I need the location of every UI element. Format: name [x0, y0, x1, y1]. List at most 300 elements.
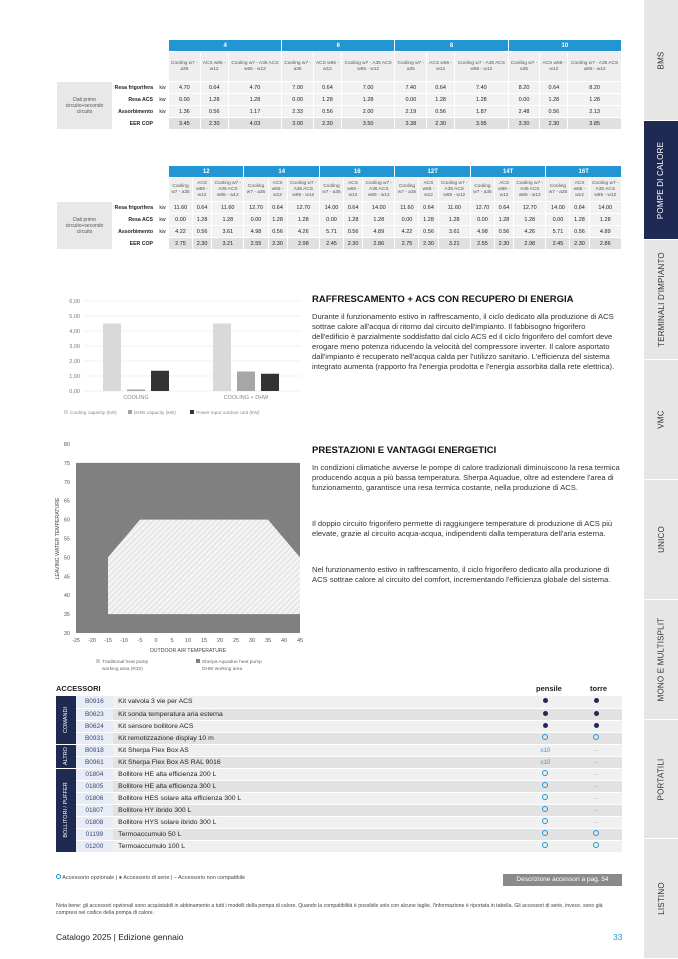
row-unit — [157, 118, 169, 130]
y-tick-label: 30 — [63, 631, 70, 637]
sub-header: ACS w65 - w12 — [419, 178, 438, 202]
compat-pensile — [520, 840, 571, 852]
section-text-p3: Nel funzionamento estivo in raffrescamento, il ciclo frigorifero dedicato alla produzione di ACS sottrae calore al circuito del comfort, incrementando l'efficienza globale del sistema. — [312, 565, 611, 584]
sidebar-tab-label: LISTINO — [656, 882, 666, 915]
table-cell: 1.28 — [313, 94, 341, 106]
row-unit: kw — [157, 214, 169, 226]
sub-header: Cooling w7 - a35 — [169, 178, 193, 202]
accessory-group — [56, 744, 76, 768]
table-cell: 3.00 — [282, 118, 314, 130]
table-cell: 2.55 — [470, 238, 494, 250]
optional-icon — [56, 874, 61, 879]
compat-torre — [571, 840, 622, 852]
table-cell: 2.13 — [568, 106, 622, 118]
accessory-group-label: COMANDI — [62, 706, 69, 733]
table-cell: 1.28 — [193, 214, 212, 226]
x-tick-label: 0 — [154, 638, 158, 644]
table-cell: 0.56 — [540, 106, 568, 118]
table-cell: 0.64 — [570, 202, 589, 214]
table-cell: 0.00 — [169, 94, 201, 106]
sub-header: ACS w65 - w12 — [313, 52, 341, 82]
table-cell: 12.70 — [287, 202, 319, 214]
row-unit: kw — [157, 82, 169, 94]
accessory-row — [56, 720, 622, 732]
compat-pensile — [520, 828, 571, 840]
accessory-group-label: ALTRO — [62, 747, 69, 765]
not-compatible-mark: – — [594, 758, 599, 766]
standard-icon — [543, 711, 548, 716]
y-tick-label: 2,00 — [69, 359, 80, 365]
table-cell: 3.21 — [212, 238, 244, 250]
table-cell: 12.70 — [470, 202, 494, 214]
compat-pensile — [520, 768, 571, 780]
sub-header: Cooling w7 - A35 ACS w65 - w12 — [455, 52, 509, 82]
table-cell: 0.56 — [427, 106, 455, 118]
sidebar-tab-label: MONO E MULTISPLIT — [656, 617, 666, 702]
table-cell: 0.00 — [282, 94, 314, 106]
table-cell: 0.56 — [570, 226, 589, 238]
row-group-label: Dati primo circuito+secondo circuito — [57, 82, 113, 130]
compat-torre — [571, 804, 622, 816]
model-group-header: 16 — [319, 166, 394, 178]
row-label: Assorbimento — [113, 226, 157, 238]
model-group-header: 4 — [169, 40, 282, 52]
table-cell: 0.64 — [419, 202, 438, 214]
table-cell: 1.17 — [228, 106, 282, 118]
model-group-header: 14 — [244, 166, 319, 178]
sidebar-tab-4[interactable] — [644, 360, 678, 480]
sidebar-tab-label: VMC — [656, 410, 666, 429]
legend-label: Sherpa Aquadue heat pump — [202, 660, 262, 665]
table-cell: 1.28 — [212, 214, 244, 226]
sub-header: ACS w65 - w12 — [193, 178, 212, 202]
not-compatible-mark: – — [594, 782, 599, 790]
accessory-row — [56, 744, 622, 756]
sub-header: Cooling w7 - a35 — [244, 178, 268, 202]
legend-label: Power input outdoor unit (kW) — [196, 411, 260, 416]
row-label: Assorbimento — [113, 106, 157, 118]
compat-pensile — [520, 780, 571, 792]
accessory-code: B0623 — [76, 708, 114, 720]
table-cell: 3.61 — [438, 226, 470, 238]
sub-header: Cooling w7 - a35 — [395, 52, 427, 82]
compat-torre — [571, 828, 622, 840]
table-cell: 0.00 — [395, 214, 419, 226]
optional-icon — [593, 830, 599, 836]
table-cell: 0.00 — [169, 214, 193, 226]
sub-header: ACS w65 - w12 — [427, 52, 455, 82]
sub-header: Cooling w7 - a35 — [282, 52, 314, 82]
table-cell: 0.00 — [470, 214, 494, 226]
compat-torre — [571, 708, 622, 720]
legend-label: Cooling capacity (kW) — [70, 411, 117, 416]
y-tick-label: 60 — [63, 517, 70, 524]
legend-swatch — [190, 410, 194, 414]
table-cell: 4.22 — [169, 226, 193, 238]
section-title-prestazioni: PRESTAZIONI E VANTAGGI ENERGETICI — [312, 445, 497, 456]
table-cell: 2.30 — [427, 118, 455, 130]
table-cell: 14.00 — [589, 202, 621, 214]
y-tick-label: 75 — [63, 460, 70, 467]
accessory-description: Bollitore HE alta efficienza 300 L — [113, 780, 520, 792]
table-cell: 2.19 — [395, 106, 427, 118]
table-cell: 2.48 — [508, 106, 540, 118]
table-cell: 11.60 — [212, 202, 244, 214]
table-cell: 2.98 — [514, 238, 546, 250]
sub-header: Cooling w7 - A35 ACS w65 - w12 — [589, 178, 621, 202]
optional-icon — [542, 806, 548, 812]
sub-header: ACS w65 - w12 — [540, 52, 568, 82]
table-cell: 0.00 — [546, 214, 570, 226]
sidebar-tab-label: TERMINALI D'IMPIANTO — [656, 252, 666, 347]
table-cell: 4.26 — [287, 226, 319, 238]
table-cell: 2.30 — [193, 238, 212, 250]
not-compatible-mark: – — [594, 818, 599, 826]
table-cell: 0.64 — [193, 202, 212, 214]
table-cell: 1.28 — [589, 214, 621, 226]
sidebar-tab-8[interactable] — [644, 839, 678, 959]
table-cell: 0.56 — [494, 226, 513, 238]
accessory-row — [56, 804, 622, 816]
optional-icon — [542, 830, 548, 836]
table-cell: 2.98 — [287, 238, 319, 250]
compat-torre — [571, 816, 622, 828]
accessory-code: 01806 — [76, 792, 114, 804]
x-tick-label: -25 — [72, 638, 80, 644]
table-cell: 4.89 — [589, 226, 621, 238]
table-cell: 0.00 — [395, 94, 427, 106]
compat-pensile — [520, 816, 571, 828]
table-cell: 14.00 — [319, 202, 343, 214]
table-cell: 4.98 — [470, 226, 494, 238]
table-cell: 0.00 — [319, 214, 343, 226]
x-tick-label: 20 — [216, 638, 224, 644]
x-tick-label: -15 — [104, 638, 112, 644]
x-tick-label: -10 — [120, 638, 128, 644]
optional-icon — [542, 842, 548, 848]
model-group-header: 6 — [282, 40, 395, 52]
page-number: 33 — [613, 932, 623, 942]
table-cell: 1.28 — [570, 214, 589, 226]
sidebar-tab-label: BMS — [656, 51, 666, 69]
sidebar-tab-7[interactable] — [644, 720, 678, 839]
table-cell: 0.64 — [313, 82, 341, 94]
table-cell: 1.28 — [268, 214, 287, 226]
y-tick-label: 5,00 — [69, 314, 80, 320]
y-tick-label: 6,00 — [69, 299, 80, 305]
optional-icon — [593, 734, 599, 740]
category-label: COOLING — [123, 395, 149, 401]
sub-header: Cooling w7 - A35 ACS w65 - w12 — [568, 52, 622, 82]
table-cell: 11.60 — [395, 202, 419, 214]
table-cell: 1.28 — [341, 94, 395, 106]
compat-torre — [571, 744, 622, 756]
accessory-code: B0961 — [76, 756, 114, 768]
sub-header: ACS w65 - w12 — [268, 178, 287, 202]
table-cell: 0.64 — [200, 82, 228, 94]
y-axis-label: LEAVING WATER TEMPERATURE — [55, 497, 61, 580]
compat-torre — [571, 720, 622, 732]
table-cell: 1.87 — [455, 106, 509, 118]
table-cell: 2.30 — [268, 238, 287, 250]
accessory-row — [56, 708, 622, 720]
model-group-header: 16T — [546, 166, 622, 178]
table-cell: 11.60 — [169, 202, 193, 214]
sub-header: Cooling w7 - a35 — [508, 52, 540, 82]
table-cell: 0.64 — [540, 82, 568, 94]
accessory-code: 01199 — [76, 828, 114, 840]
accessory-description: Bollitore HES solare alta efficienza 300 L — [113, 792, 520, 804]
bar-1-1 — [103, 324, 121, 392]
standard-icon — [543, 723, 548, 728]
x-tick-label: 45 — [296, 638, 304, 644]
compatibility-note: ≤10 — [540, 747, 551, 754]
table-cell: 1.28 — [427, 94, 455, 106]
table-cell: 1.36 — [169, 106, 201, 118]
x-tick-label: 10 — [184, 638, 192, 644]
x-tick-label: 5 — [170, 638, 174, 644]
table-cell: 3.95 — [455, 118, 509, 130]
accessory-row — [56, 780, 622, 792]
table-cell: 0.64 — [344, 202, 363, 214]
y-tick-label: 4,00 — [69, 329, 80, 335]
not-compatible-mark: – — [594, 806, 599, 814]
sub-header: Cooling w7 - A35 ACS w65 - w12 — [438, 178, 470, 202]
sub-header: Cooling w7 - A35 ACS w65 - w12 — [228, 52, 282, 82]
table-cell: 3.38 — [395, 118, 427, 130]
compat-pensile — [520, 804, 571, 816]
table-cell: 0.00 — [508, 94, 540, 106]
not-compatible-mark: – — [594, 746, 599, 754]
accessory-code: B0624 — [76, 720, 114, 732]
table-cell: 2.75 — [395, 238, 419, 250]
accessory-group — [56, 696, 76, 744]
table-cell: 5.71 — [546, 226, 570, 238]
legend-label: Traditional heat pump — [102, 660, 149, 665]
table-cell: 4.98 — [244, 226, 268, 238]
accessories-legend — [56, 874, 245, 881]
accessory-code: B0918 — [76, 744, 114, 756]
table-cell: 1.28 — [287, 214, 319, 226]
accessory-description: Termoaccumulo 100 L — [113, 840, 520, 852]
sidebar-tab-6[interactable] — [644, 600, 678, 720]
table-cell: 4.03 — [228, 118, 282, 130]
sidebar-tab-label: UNICO — [656, 526, 666, 553]
sub-header: Cooling w7 - A35 ACS w65 - w12 — [212, 178, 244, 202]
compat-pensile — [520, 720, 571, 732]
row-group-label: Dati primo circuito+secondo circuito — [57, 202, 113, 250]
legend-label: working area (R32) — [102, 667, 143, 672]
sub-header: Cooling w7 - A35 ACS w65 - w12 — [287, 178, 319, 202]
row-unit: kw — [157, 106, 169, 118]
sub-header: ACS w65 - w12 — [494, 178, 513, 202]
table-cell: 2.00 — [341, 106, 395, 118]
model-group-header: 12 — [169, 166, 244, 178]
legend-text: Accessorio opzionale | ● Accessorio di serie | – Accessorio non compatibile — [62, 875, 246, 881]
table-cell: 11.60 — [438, 202, 470, 214]
sidebar-tab-5[interactable] — [644, 480, 678, 600]
optional-icon — [542, 782, 548, 788]
compat-torre — [571, 696, 622, 708]
compat-pensile — [520, 732, 571, 744]
sub-header: Cooling w7 - a35 — [395, 178, 419, 202]
y-tick-label: 45 — [63, 574, 70, 581]
x-tick-label: 30 — [248, 638, 256, 644]
table-cell: 14.00 — [363, 202, 395, 214]
table-cell: 4.70 — [228, 82, 282, 94]
accessory-description: Kit sonda temperatura aria esterna — [113, 708, 520, 720]
y-tick-label: 3,00 — [69, 344, 80, 350]
category-label: COOLING + DHW — [223, 395, 269, 401]
model-group-header: 12T — [395, 166, 470, 178]
accessory-row — [56, 768, 622, 780]
section-text-p2: Il doppio circuito frigorifero permette di raggiungere temperature di produzione di ACS più elevate, grazie al circuito acqua-acqua, indipendenti dalla temperatura dell'aria esterna. — [312, 519, 613, 538]
table-cell: 3.61 — [212, 226, 244, 238]
standard-icon — [594, 698, 599, 703]
accessory-group-label: BOLLITORI / PUFFER — [62, 782, 69, 838]
bar-1-2 — [213, 324, 231, 392]
table-cell: 2.30 — [494, 238, 513, 250]
x-axis-label: OUTDOOR AIR TEMPERATURE — [149, 648, 227, 654]
compat-pensile — [520, 756, 571, 768]
sub-header: Cooling w7 - A35 ACS w65 - w12 — [514, 178, 546, 202]
table-cell: 1.28 — [438, 214, 470, 226]
accessories-description-link[interactable]: Descrizione accessori a pag. 54 — [503, 874, 622, 886]
y-tick-label: 80 — [63, 442, 70, 448]
table-cell: 1.28 — [344, 214, 363, 226]
table-cell: 12.70 — [244, 202, 268, 214]
row-unit — [157, 238, 169, 250]
table-cell: 3.85 — [568, 118, 622, 130]
table-cell: 2.33 — [282, 106, 314, 118]
table-cell: 2.45 — [319, 238, 343, 250]
standard-icon — [543, 698, 548, 703]
optional-icon — [542, 734, 548, 740]
x-tick-label: 40 — [280, 638, 288, 644]
compatibility-note: ≤10 — [540, 759, 551, 766]
table-cell: 8.20 — [568, 82, 622, 94]
table-cell: 3.21 — [438, 238, 470, 250]
table-cell: 2.45 — [546, 238, 570, 250]
compat-torre — [571, 732, 622, 744]
not-compatible-mark: – — [594, 794, 599, 802]
standard-icon — [594, 723, 599, 728]
table-cell: 2.30 — [419, 238, 438, 250]
bar-2-1 — [127, 390, 145, 392]
table-cell: 3.45 — [169, 118, 201, 130]
accessory-row — [56, 816, 622, 828]
footnote: Nota bene: gli accessori opzionali sono acquistabili in abbinamento a tutti i modelli della pompa di calore. Quando la compatibilità è possibile solo con alcune taglie, l'informazione è riportata in tabella. Gli accessori di serie, invece, sono già compresi nel codice della pompa di calore. — [56, 903, 603, 916]
table-cell: 2.86 — [589, 238, 621, 250]
compat-torre — [571, 780, 622, 792]
table-cell: 12.70 — [514, 202, 546, 214]
y-tick-label: 70 — [63, 479, 70, 486]
sidebar-tab-1[interactable] — [644, 0, 678, 121]
accessories-section — [56, 684, 622, 850]
model-group-header: 8 — [395, 40, 508, 52]
accessory-row — [56, 756, 622, 768]
table-cell: 2.30 — [313, 118, 341, 130]
table-cell: 0.64 — [427, 82, 455, 94]
table-cell: 2.55 — [244, 238, 268, 250]
accessory-description: Bollitore HYS solare ibrido 300 L — [113, 816, 520, 828]
accessory-code: B0931 — [76, 732, 114, 744]
row-label: Resa frigorifera — [113, 202, 157, 214]
accessory-description: Kit Sherpa Flex Box AS RAL 9016 — [113, 756, 520, 768]
accessory-code: 01200 — [76, 840, 114, 852]
col-pensile: pensile — [536, 684, 562, 693]
table-cell: 7.40 — [455, 82, 509, 94]
table-cell: 0.00 — [244, 214, 268, 226]
accessory-description: Kit valvola 3 vie per ACS — [113, 696, 520, 708]
compat-torre — [571, 768, 622, 780]
section-text-p1: In condizioni climatiche avverse le pompe di calore tradizionali diminuiscono la resa termica producendo acqua a più bassa temperatura. Sherpa Aquadue, oltre ad estendere l'area di funzionamento, garantisce una resa termica costante, nella produzione di ACS. — [312, 463, 620, 492]
table-cell: 1.28 — [363, 214, 395, 226]
accessory-code: 01805 — [76, 780, 114, 792]
legend-label: DHW working area — [202, 667, 243, 672]
sidebar-tab-3[interactable] — [644, 240, 678, 360]
table-cell: 3.30 — [508, 118, 540, 130]
x-tick-label: -20 — [88, 638, 96, 644]
accessory-code: B0916 — [76, 696, 114, 708]
bar-3-2 — [261, 374, 279, 391]
optional-icon — [593, 842, 599, 848]
row-unit: kw — [157, 202, 169, 214]
accessory-row — [56, 732, 622, 744]
table-cell: 0.56 — [200, 106, 228, 118]
bar-2-2 — [237, 372, 255, 392]
table-cell: 1.28 — [228, 94, 282, 106]
accessory-row — [56, 696, 622, 708]
accessory-code: 01808 — [76, 816, 114, 828]
sidebar-tab-label: POMPE DI CALORE — [656, 141, 666, 219]
table-cell: 1.28 — [568, 94, 622, 106]
accessory-description: Kit remotizzazione display 10 m — [113, 732, 520, 744]
col-torre: torre — [590, 684, 608, 693]
row-label: Resa ACS — [113, 94, 157, 106]
sidebar-tab-2[interactable] — [644, 121, 678, 240]
table-cell: 0.56 — [419, 226, 438, 238]
compat-pensile — [520, 744, 571, 756]
table-cell: 14.00 — [546, 202, 570, 214]
sub-header: ACS w65 - w12 — [344, 178, 363, 202]
table-cell: 4.89 — [363, 226, 395, 238]
table-cell: 1.28 — [200, 94, 228, 106]
y-tick-label: 50 — [63, 555, 70, 562]
working-area-chart — [50, 437, 310, 677]
footer-text: Catalogo 2025 | Edizione gennaio — [56, 932, 184, 942]
sub-header: ACS w65 - w12 — [570, 178, 589, 202]
table-cell: 0.56 — [193, 226, 212, 238]
compat-pensile — [520, 792, 571, 804]
table-cell: 7.00 — [282, 82, 314, 94]
legend-label: DHW capacity (kW) — [134, 411, 176, 416]
sub-header: Cooling w7 - A35 ACS w65 - w12 — [341, 52, 395, 82]
accessories-title: ACCESSORI — [56, 684, 101, 693]
table-cell: 0.56 — [268, 226, 287, 238]
legend-swatch — [128, 410, 132, 414]
sub-header: Cooling w7 - a35 — [169, 52, 201, 82]
sub-header: Cooling w7 - a35 — [319, 178, 343, 202]
model-group-header: 14T — [470, 166, 545, 178]
x-tick-label: -5 — [137, 638, 143, 644]
accessory-description: Kit Sherpa Flex Box AS — [113, 744, 520, 756]
accessory-row — [56, 792, 622, 804]
table-cell: 0.56 — [313, 106, 341, 118]
spec-table-1 — [56, 39, 622, 130]
sub-header: ACS w65 - w12 — [200, 52, 228, 82]
legend-swatch — [96, 659, 100, 663]
